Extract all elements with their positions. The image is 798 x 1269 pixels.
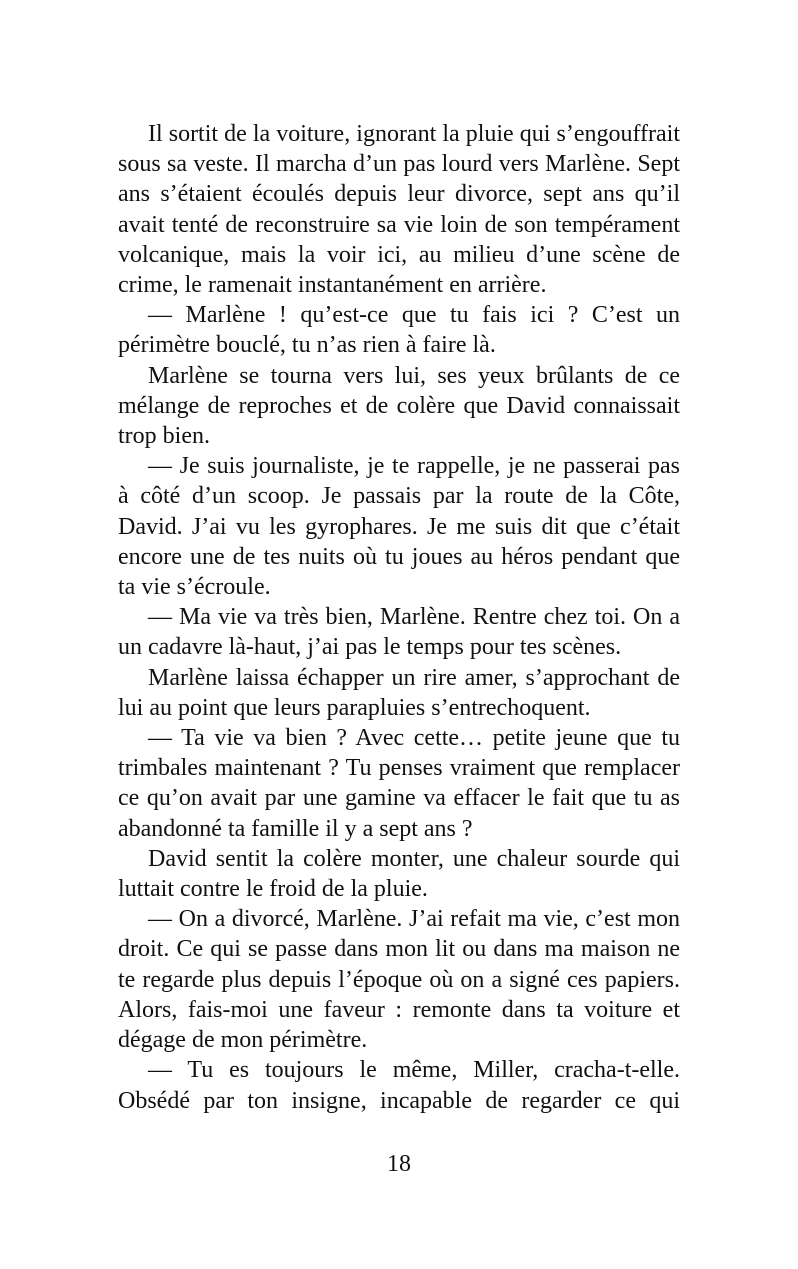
paragraph: — Je suis journaliste, je te rappelle, je ne passerai pas à côté d’un scoop. Je passais par la route de la Côte, David. J’ai vu les gyrophares. Je me suis dit que c’était encore une de tes nuits où tu joues au héros pendant que ta vie s’écroule. bbox=[118, 453, 680, 601]
paragraph: Il sortit de la voiture, ignorant la pluie qui s’engouffrait sous sa veste. Il marcha d’un pas lourd vers Marlène. Sept ans s’étaient écoulés depuis leur divorce, sept ans qu’il avait tenté de reconstruire sa vie loin de son tempérament volcanique, mais la voir ici, au milieu d’une scène de crime, le ramenait instantanément en arrière. bbox=[118, 121, 680, 299]
paragraph: — On a divorcé, Marlène. J’ai refait ma vie, c’est mon droit. Ce qui se passe dans mon lit ou dans ma maison ne te regarde plus depuis l’époque où on a signé ces papiers. Alors, fais-moi une faveur : remonte dans ta voiture et dégage de mon périmètre. bbox=[118, 906, 680, 1054]
body-text bbox=[118, 119, 680, 1116]
paragraph: — Ma vie va très bien, Marlène. Rentre chez toi. On a un cadavre là-haut, j’ai pas le temps pour tes scènes. bbox=[118, 604, 680, 661]
paragraph: Marlène laissa échapper un rire amer, s’approchant de lui au point que leurs parapluies s’entrechoquent. bbox=[118, 664, 680, 721]
page-number: 18 bbox=[387, 1151, 411, 1177]
paragraph: — Ta vie va bien ? Avec cette… petite jeune que tu trimbales maintenant ? Tu penses vraiment que remplacer ce qu’on avait par une gamine va effacer le fait que tu as abandonné ta famille il y a sept ans ? bbox=[118, 725, 680, 842]
paragraph: Marlène se tourna vers lui, ses yeux brûlants de ce mélange de reproches et de colère que David connaissait trop bien. bbox=[118, 362, 680, 450]
paragraph: David sentit la colère monter, une chaleur sourde qui luttait contre le froid de la pluie. bbox=[118, 845, 680, 903]
paragraph: — Marlène ! qu’est-ce que tu fais ici ? C’est un périmètre bouclé, tu n’as rien à faire là. bbox=[118, 302, 680, 359]
paragraph: — Tu es toujours le même, Miller, cracha-t-elle. Obsédé par ton insigne, incapable de regarder ce qui bbox=[118, 1057, 680, 1114]
